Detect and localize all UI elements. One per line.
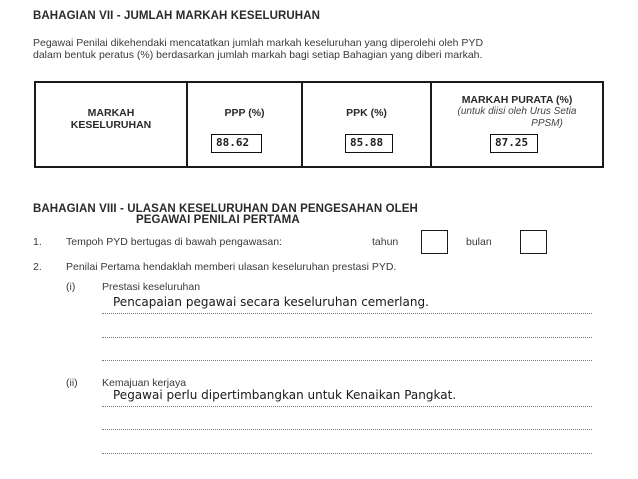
answer-line	[102, 406, 592, 407]
tahun-input-box[interactable]	[421, 230, 448, 254]
career-progress-answer[interactable]: Pegawai perlu dipertimbangkan untuk Kenaikan Pangkat.	[113, 388, 457, 402]
bulan-label: bulan	[466, 236, 492, 248]
item-2-number: 2.	[33, 261, 42, 273]
sub-ii-number: (ii)	[66, 377, 78, 389]
sub-i-number: (i)	[66, 281, 76, 293]
overall-performance-answer[interactable]: Pencapaian pegawai secara keseluruhan cemerlang.	[113, 295, 429, 309]
total-marks-label-line-1: MARKAH	[87, 107, 135, 119]
answer-line	[102, 337, 592, 338]
total-marks-label-cell	[36, 83, 186, 166]
total-marks-table	[34, 81, 604, 168]
ppp-cell	[186, 83, 301, 166]
section-8-title-line-1: BAHAGIAN VIII - ULASAN KESELURUHAN DAN PENGESAHAN OLEH	[33, 203, 418, 215]
item-1-text: Tempoh PYD bertugas di bawah pengawasan:	[66, 236, 282, 248]
sub-ii-label: Kemajuan kerjaya	[102, 377, 187, 389]
ppp-score-field[interactable]: 88.62	[211, 134, 262, 153]
section-8-title-line-2: PEGAWAI PENILAI PERTAMA	[136, 214, 300, 226]
average-marks-cell	[430, 83, 602, 166]
answer-line	[102, 453, 592, 454]
ppk-header: PPK (%)	[346, 107, 387, 119]
average-marks-header: MARKAH PURATA (%)	[461, 94, 573, 106]
answer-line	[102, 360, 592, 361]
tahun-label: tahun	[372, 236, 399, 248]
section-7-title: BAHAGIAN VII - JUMLAH MARKAH KESELURUHAN	[33, 10, 321, 22]
item-2-text: Penilai Pertama hendaklah memberi ulasan keseluruhan prestasi PYD.	[66, 261, 397, 273]
section-7-instruction-line-2: dalam bentuk peratus (%) berdasarkan jumlah markah bagi setiap Bahagian yang diberi markah.	[33, 49, 483, 61]
average-score-field[interactable]: 87.25	[490, 134, 538, 153]
item-1-number: 1.	[33, 236, 42, 248]
ppp-header: PPP (%)	[224, 107, 265, 119]
sub-i-label: Prestasi keseluruhan	[102, 281, 201, 293]
total-marks-label-line-2: KESELURUHAN	[70, 119, 152, 131]
section-7-instruction-line-1: Pegawai Penilai dikehendaki mencatatkan jumlah markah keseluruhan yang diperolehi oleh PYD	[33, 37, 484, 49]
ppk-score-field[interactable]: 85.88	[345, 134, 393, 153]
answer-line	[102, 313, 592, 314]
ppk-cell	[301, 83, 430, 166]
average-marks-note-line-1: (untuk diisi oleh Urus Setia	[457, 106, 577, 117]
answer-line	[102, 429, 592, 430]
average-marks-note-line-2: PPSM)	[531, 118, 563, 129]
bulan-input-box[interactable]	[520, 230, 547, 254]
